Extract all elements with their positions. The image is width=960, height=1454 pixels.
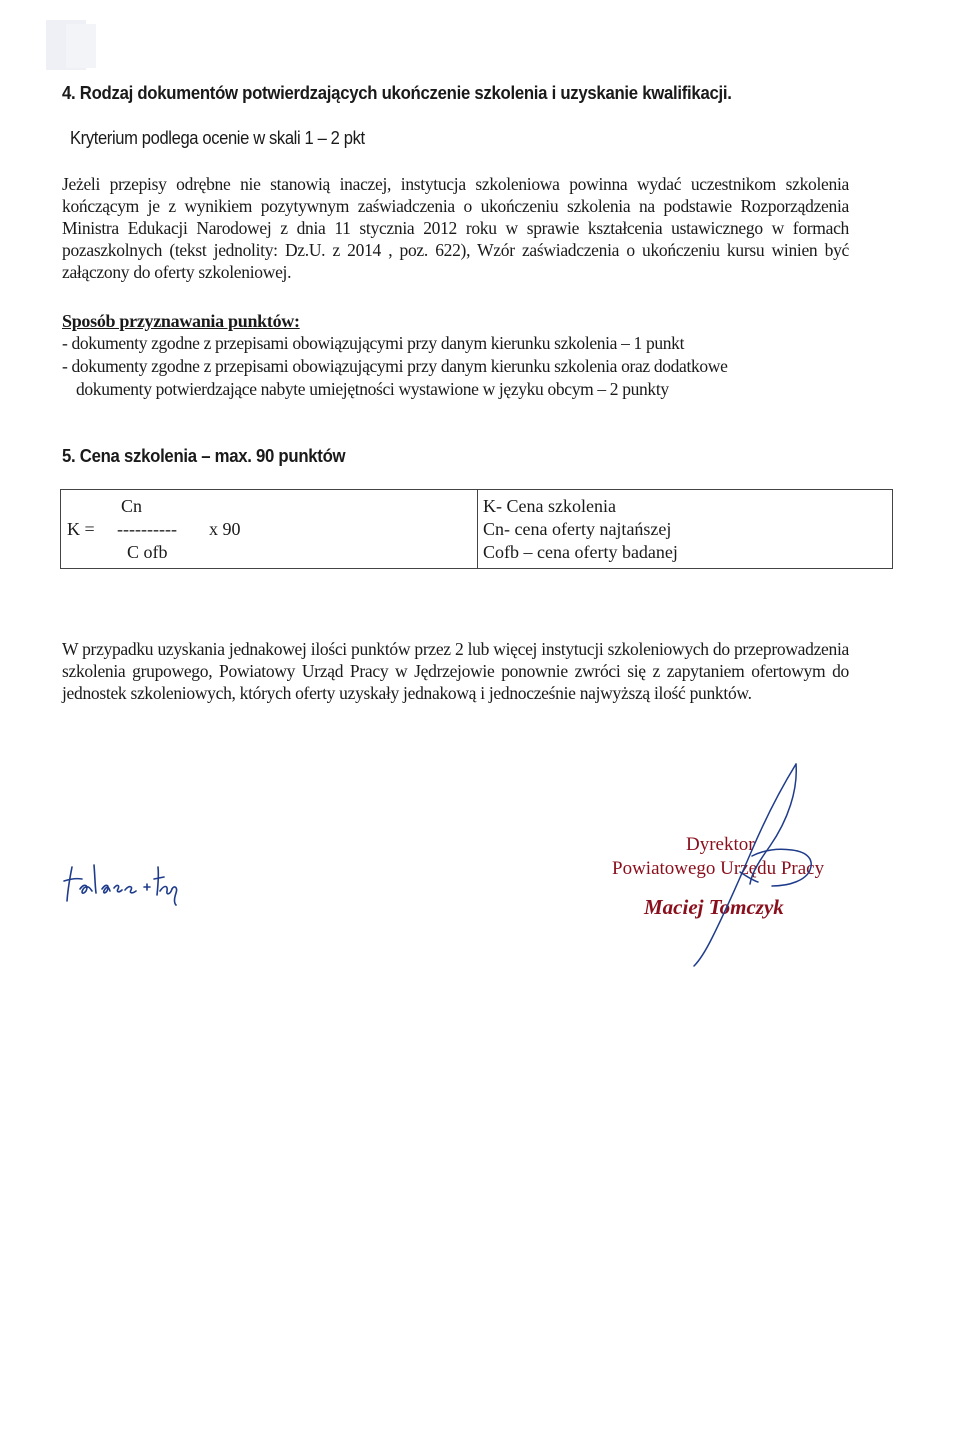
stamp-name: Maciej Tomczyk bbox=[644, 895, 784, 919]
scoring-item-continuation: dokumenty potwierdzające nabyte umiejętności wystawione w języku obcym – 2 punkty bbox=[76, 379, 669, 399]
scoring-item: - dokumenty zgodne z przepisami obowiązującymi przy danym kierunku szkolenia – 1 punkt bbox=[62, 333, 685, 353]
closing-paragraph: W przypadku uzyskania jednakowej ilości punktów przez 2 lub więcej instytucji szkoleniowych do przeprowadzenia szkolenia grupowego, Powiatowy Urząd Pracy w Jędrzejowie ponownie zwróci się z zapytaniem ofertowym do jednostek szkoleniowych, których oferty uzyskały jednakową i jednocześnie najwyższą ilość punktów. bbox=[62, 639, 849, 703]
section-4-heading: 4. Rodzaj dokumentów potwierdzających ukończenie szkolenia i uzyskanie kwalifikacji. bbox=[62, 83, 732, 103]
section-5-heading: 5. Cena szkolenia – max. 90 punktów bbox=[62, 446, 346, 466]
stamp-office: Powiatowego Urzędu Pracy bbox=[612, 858, 825, 879]
scoring-title: Sposób przyznawania punktów: bbox=[62, 311, 300, 331]
formula-fraction-bar: ---------- bbox=[117, 519, 177, 539]
scan-mark-icon bbox=[44, 18, 104, 73]
criterion-scale: Kryterium podlega ocenie w skali 1 – 2 pkt bbox=[70, 128, 365, 148]
handwritten-signature bbox=[660, 760, 820, 970]
section-4-paragraph: Jeżeli przepisy odrębne nie stanowią inaczej, instytucja szkoleniowa powinna wydać uczestnikom szkolenia kończącym je z wynikiem pozytywnym zaświadczenia o ukończeniu szkolenia na podstawie Rozporządzenia Ministra Edukacji Narodowej z dnia 11 stycznia 2012 roku w sprawie kształcenia ustawicznego w formach pozaszkolnych (tekst jednolity: Dz.U. z 2014 , poz. 622), Wzór zaświadczenia o ukończeniu kursu winien być załączony do oferty szkoleniowej. bbox=[62, 174, 849, 282]
formula-lhs: K = bbox=[67, 519, 95, 539]
formula-numerator: Cn bbox=[121, 496, 143, 516]
legend-item: K- Cena szkolenia bbox=[483, 496, 616, 516]
handwritten-approval-note bbox=[62, 855, 182, 915]
formula-multiplier: x 90 bbox=[209, 519, 241, 539]
table-divider bbox=[477, 490, 478, 568]
formula-denominator: C ofb bbox=[127, 542, 168, 562]
legend-item: Cn- cena oferty najtańszej bbox=[483, 519, 672, 539]
price-formula-table bbox=[60, 489, 893, 569]
stamp-title: Dyrektor bbox=[686, 834, 755, 855]
legend-item: Cofb – cena oferty badanej bbox=[483, 542, 678, 562]
scoring-item: - dokumenty zgodne z przepisami obowiązującymi przy danym kierunku szkolenia oraz dodatkowe bbox=[62, 356, 728, 376]
